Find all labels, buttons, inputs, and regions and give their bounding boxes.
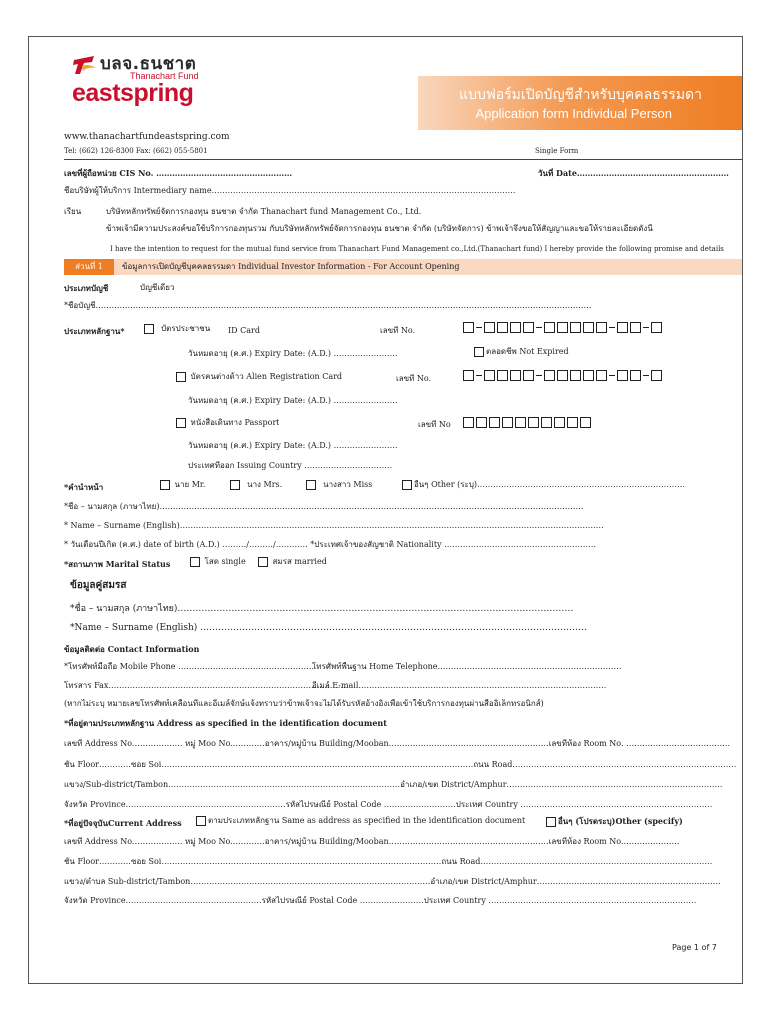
date-field[interactable]: วันที่ Date………………………………………………… [538,168,729,178]
alien-number-boxes[interactable] [463,368,664,382]
logo-brand-text: eastspring [72,79,194,107]
section-1-number: ส่วนที่ 1 [64,259,114,275]
current-address-same-option[interactable] [196,816,525,826]
dob-nationality-field[interactable]: * วันเดือนปีเกิด (ค.ศ.) date of birth (A.D.) ………/………/………… *ประเทศเจ้าของสัญชาติ Nationality ………………………………………………… [64,540,597,549]
current-address-line3[interactable]: แขวง/ตำบล Sub-district/Tambon………………………………………………………………………………อำเภอ/เขต District/Amphur…………………………………………………………… [64,877,721,886]
section-1-title: ข้อมูลการเปิดบัญชีบุคคลธรรมดา Individual Investor Information - For Account Opening [122,262,460,271]
id-card-checkbox[interactable] [144,324,154,334]
marital-single-option[interactable] [190,557,246,567]
passport-checkbox[interactable] [176,418,186,428]
title-miss-checkbox[interactable] [306,480,316,490]
marital-married-option[interactable] [258,557,327,567]
company-logo [72,50,232,110]
form-type-text: Single Form [535,147,579,155]
id-card-number-label: เลขที่ No. [380,326,416,335]
name-english-field[interactable]: * Name – Surname (English)…………………………………………………………………………………………………………………………………………… [64,521,604,530]
not-expired-label: ตลอดชีพ Not Expired [486,347,569,356]
current-address-heading: *ที่อยู่ปัจจุบันCurrent Address [64,818,182,828]
logo-mark-icon [72,54,98,76]
tel-fax-text: Tel: (662) 126-8300 Fax: (662) 055-5801 [64,147,208,155]
title-miss-label: นางสาว Miss [323,480,373,489]
mobile-phone-field[interactable]: *โทรศัพท์มือถือ Mobile Phone …………………………………………… [64,662,315,671]
cis-no-field[interactable]: เลขที่ผู้ถือหน่วย CIS No. …………………………………………… [64,168,293,178]
spouse-heading: ข้อมูลคู่สมรส [70,580,127,591]
title-miss-option[interactable] [306,480,372,490]
logo-thai-text: บลจ.ธนชาต [100,54,197,74]
website-text: www.thanachartfundeastspring.com [64,132,230,142]
form-title-english: Application form Individual Person [475,106,672,121]
current-address-line1[interactable]: เลขที่ Address No.……………… หมู่ Moo No.…………อาคาร/หมู่บ้าน Building/Mooban……………………………………………………เลขที่ห้อง Room No.………………… [64,837,680,846]
alien-number-label: เลขที่ No. [396,374,432,383]
alien-card-option[interactable] [176,372,342,382]
title-mrs-checkbox[interactable] [230,480,240,490]
current-address-same-checkbox[interactable] [196,816,206,826]
contact-heading: ข้อมูลติดต่อ Contact Information [64,644,200,654]
id-card-expiry-field[interactable]: วันหมดอายุ (ค.ศ.) Expiry Date: (A.D.) …………………… [188,349,398,358]
salutation-label: เรียน [64,207,82,216]
email-field[interactable]: อีเมล์ E-mail………………………………………………………………………………… [312,681,607,690]
current-address-line2[interactable]: ชั้น Floor…………ซอย Soi……………………………………………………………………………………………ถนน Road…………………………………………………………………………… [64,857,713,866]
intent-english-text: I have the intention to request for the mutual fund service from Thanachart Fund Management co.,Ltd.(Thanachart fund) I hereby provide the following promise and details [110,245,724,253]
id-address-line3[interactable]: แขวง/Sub-district/Tambon……………………………………………………………………………อำเภอ/เขต District/Amphur……………………………………………………………………… [64,780,723,789]
current-address-line4[interactable]: จังหวัด Province……………………………………………รหัสไปรษณีย์ Postal Code ……………………ประเทศ Country …………………………………………………………………… [64,896,697,905]
marital-status-label: *สถานภาพ Marital Status [64,559,171,569]
passport-expiry-field[interactable]: วันหมดอายุ (ค.ศ.) Expiry Date: (A.D.) …………………… [188,441,398,450]
id-card-option[interactable] [144,324,210,334]
alien-card-checkbox[interactable] [176,372,186,382]
issuing-country-field[interactable]: ประเทศที่ออก Issuing Country …………………………… [188,461,393,470]
spouse-name-thai-field[interactable]: *ชื่อ – นามสกุล (ภาษาไทย)…………………………………………………………………………………………………………………… [70,604,574,614]
passport-label: หนังสือเดินทาง Passport [190,418,280,427]
marital-married-label: สมรส married [272,557,327,566]
marital-married-checkbox[interactable] [258,557,268,567]
salutation-text: บริษัทหลักทรัพย์จัดการกองทุน ธนชาต จำกัด Thanachart fund Management Co., Ltd. [106,207,422,216]
contact-note-text: (หากไม่ระบุ หมายเลขโทรศัพท์เคลื่อนที่และอีเมล์จักษ์แจ้งทราบว่าข้าพเจ้าจะไม่ได้รับรหัสอ้างอิงเพื่อเข้าใช้บริการกองทุนผ่านสื่ออิเล็กทรอนิกส์) [64,699,544,708]
section-1-header [64,259,742,275]
title-other-label: อื่นๆ Other (ระบุ)…………………………………………………………………… [414,480,686,489]
logo-fund-text: Thanachart Fund [130,71,199,81]
fax-field[interactable]: โทรสาร Fax……………………………………………………………………………… [64,681,349,690]
title-other-option[interactable] [402,480,685,490]
not-expired-option[interactable] [474,347,569,357]
current-address-other-checkbox[interactable] [546,817,556,827]
title-mr-checkbox[interactable] [160,480,170,490]
header-rule [64,159,742,160]
title-mrs-option[interactable] [230,480,282,490]
current-address-other-label: อื่นๆ (โปรดระบุ)Other (specify) [558,816,683,826]
id-type-label: ประเภทหลักฐาน* [64,326,125,336]
page-number: Page 1 of 7 [672,943,717,952]
intermediary-field[interactable]: ชื่อบริษัทผู้ให้บริการ Intermediary name…………………………………………………………………………………………………… [64,186,516,195]
account-name-field[interactable]: *ชื่อบัญชี…………………………………………………………………………………………………………………………………………………………………… [64,301,592,310]
id-card-number-boxes[interactable] [463,320,664,334]
id-address-line2[interactable]: ชั้น Floor…………ซอย Soi………………………………………………………………………………………………………ถนน Road………………………………………………………………………… [64,760,737,769]
current-address-same-label: ตามประเภทหลักฐาน Same as address as specified in the identification document [208,816,526,825]
intent-thai-text: ข้าพเจ้ามีความประสงค์ขอใช้บริการกองทุนรวม กับบริษัทหลักทรัพย์จัดการกองทุน ธนชาต จำกัด (บริษัทจัดการ) ข้าพเจ้าจึงขอให้สัญญาและขอให้รายละเอียดดังนี้ [106,224,653,233]
account-type-value: บัญชีเดี่ยว [140,283,175,292]
current-address-other-option[interactable] [546,816,683,827]
title-prefix-label: *คำนำหน้า [64,482,104,492]
marital-single-checkbox[interactable] [190,557,200,567]
marital-single-label: โสด single [204,557,246,566]
id-card-en-label: ID Card [228,326,260,335]
title-mr-label: นาย Mr. [174,480,206,489]
title-mrs-label: นาง Mrs. [247,480,283,489]
id-address-line4[interactable]: จังหวัด Province……………………………………………………รหัสไปรษณีย์ Postal Code ………………………ประเทศ Country ……………………………………………………………… [64,800,713,809]
passport-number-label: เลขที่ No [418,420,451,429]
passport-number-boxes[interactable] [463,415,593,429]
form-title-thai: แบบฟอร์มเปิดบัญชีสำหรับบุคคลธรรมดา [459,87,702,103]
account-type-label: ประเภทบัญชี [64,283,109,293]
passport-option[interactable] [176,418,279,428]
id-address-line1[interactable]: เลขที่ Address No.……………… หมู่ Moo No.…………อาคาร/หมู่บ้าน Building/Mooban……………………………………………………เลขที่ห้อง Room No. ………………………………… [64,739,731,748]
title-other-checkbox[interactable] [402,480,412,490]
alien-card-label: บัตรคนต่างด้าว Alien Registration Card [190,372,343,381]
id-address-heading: *ที่อยู่ตามประเภทหลักฐาน Address as specified in the identification document [64,718,387,728]
title-mr-option[interactable] [160,480,205,490]
home-phone-field[interactable]: โทรศัพท์พื้นฐาน Home Telephone…………………………………………………………… [312,662,622,671]
spouse-name-english-field[interactable]: *Name – Surname (English) ………………………………………………………………………………………………………………… [70,623,588,633]
id-card-label: บัตรประชาชน [161,324,211,333]
alien-expiry-field[interactable]: วันหมดอายุ (ค.ศ.) Expiry Date: (A.D.) …………………… [188,396,398,405]
not-expired-checkbox[interactable] [474,347,484,357]
name-thai-field[interactable]: *ชื่อ – นามสกุล (ภาษาไทย)…………………………………………………………………………………………………………………………………………… [64,502,584,511]
form-title-banner [418,76,742,130]
